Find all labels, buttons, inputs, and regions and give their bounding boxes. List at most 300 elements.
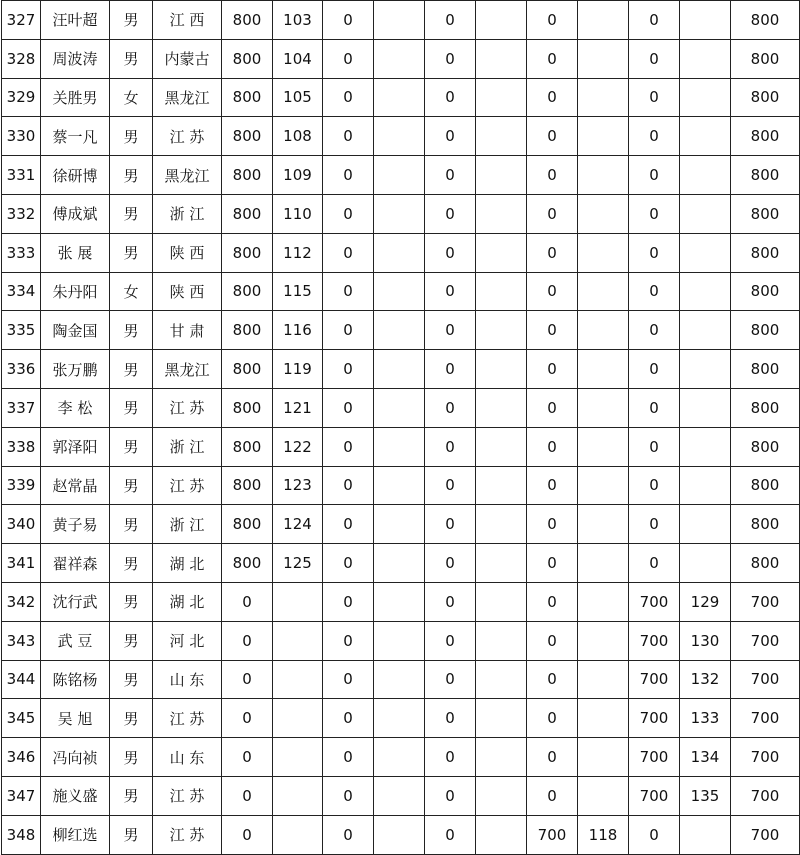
cell-province: 内蒙古	[153, 39, 222, 78]
cell-c10	[680, 350, 731, 389]
cell-c3: 0	[323, 156, 374, 195]
cell-c5: 0	[425, 388, 476, 427]
cell-c9: 0	[629, 815, 680, 854]
cell-no: 331	[2, 156, 41, 195]
cell-c4	[374, 544, 425, 583]
cell-total: 800	[731, 466, 800, 505]
table-row	[2, 582, 800, 621]
cell-name: 汪叶超	[41, 1, 110, 40]
cell-c9: 700	[629, 699, 680, 738]
cell-c3: 0	[323, 427, 374, 466]
cell-province: 江 苏	[153, 117, 222, 156]
cell-c7: 700	[527, 815, 578, 854]
cell-c4	[374, 815, 425, 854]
cell-c10: 132	[680, 660, 731, 699]
cell-c5: 0	[425, 582, 476, 621]
cell-c2: 110	[273, 194, 323, 233]
cell-c5: 0	[425, 815, 476, 854]
cell-no: 329	[2, 78, 41, 117]
table-row	[2, 466, 800, 505]
cell-c5: 0	[425, 505, 476, 544]
cell-name: 李 松	[41, 388, 110, 427]
table-row	[2, 39, 800, 78]
cell-c4	[374, 156, 425, 195]
cell-c8	[578, 660, 629, 699]
cell-c1: 800	[222, 194, 273, 233]
cell-c1: 800	[222, 466, 273, 505]
cell-c4	[374, 699, 425, 738]
cell-c2	[273, 699, 323, 738]
table-row	[2, 78, 800, 117]
cell-c6	[476, 156, 527, 195]
cell-c10: 129	[680, 582, 731, 621]
cell-c4	[374, 388, 425, 427]
cell-c8	[578, 699, 629, 738]
cell-c9: 0	[629, 117, 680, 156]
cell-c5: 0	[425, 544, 476, 583]
cell-c1: 0	[222, 582, 273, 621]
cell-name: 陈铭杨	[41, 660, 110, 699]
cell-c10	[680, 466, 731, 505]
cell-c8	[578, 233, 629, 272]
cell-c2: 119	[273, 350, 323, 389]
cell-name: 朱丹阳	[41, 272, 110, 311]
cell-c10	[680, 39, 731, 78]
cell-c3: 0	[323, 582, 374, 621]
cell-province: 浙 江	[153, 427, 222, 466]
table-row	[2, 311, 800, 350]
cell-c10: 135	[680, 776, 731, 815]
cell-c1: 800	[222, 388, 273, 427]
cell-c3: 0	[323, 466, 374, 505]
cell-total: 800	[731, 388, 800, 427]
cell-c8: 118	[578, 815, 629, 854]
cell-c5: 0	[425, 156, 476, 195]
cell-c9: 0	[629, 544, 680, 583]
cell-gender: 男	[110, 815, 153, 854]
cell-c5: 0	[425, 738, 476, 777]
cell-c10	[680, 78, 731, 117]
cell-gender: 男	[110, 582, 153, 621]
cell-c8	[578, 388, 629, 427]
cell-c3: 0	[323, 776, 374, 815]
cell-c1: 800	[222, 505, 273, 544]
cell-name: 关胜男	[41, 78, 110, 117]
cell-c3: 0	[323, 117, 374, 156]
cell-gender: 女	[110, 78, 153, 117]
cell-c1: 0	[222, 738, 273, 777]
cell-c1: 0	[222, 699, 273, 738]
cell-c4	[374, 39, 425, 78]
cell-c10	[680, 427, 731, 466]
cell-c1: 800	[222, 117, 273, 156]
cell-c3: 0	[323, 505, 374, 544]
cell-c10	[680, 272, 731, 311]
table-row	[2, 660, 800, 699]
cell-total: 800	[731, 233, 800, 272]
cell-c9: 0	[629, 350, 680, 389]
cell-total: 800	[731, 39, 800, 78]
cell-total: 800	[731, 311, 800, 350]
cell-no: 332	[2, 194, 41, 233]
cell-gender: 男	[110, 350, 153, 389]
cell-c10	[680, 194, 731, 233]
cell-c3: 0	[323, 660, 374, 699]
cell-c6	[476, 388, 527, 427]
cell-total: 800	[731, 117, 800, 156]
table-row	[2, 427, 800, 466]
table-row	[2, 505, 800, 544]
cell-c5: 0	[425, 699, 476, 738]
cell-c9: 0	[629, 1, 680, 40]
cell-gender: 男	[110, 466, 153, 505]
table-row	[2, 544, 800, 583]
cell-gender: 女	[110, 272, 153, 311]
cell-name: 吴 旭	[41, 699, 110, 738]
cell-c10	[680, 117, 731, 156]
cell-total: 700	[731, 621, 800, 660]
cell-c2: 123	[273, 466, 323, 505]
cell-no: 345	[2, 699, 41, 738]
cell-c5: 0	[425, 776, 476, 815]
cell-name: 赵常晶	[41, 466, 110, 505]
cell-c6	[476, 272, 527, 311]
cell-c5: 0	[425, 350, 476, 389]
cell-gender: 男	[110, 39, 153, 78]
cell-c10	[680, 388, 731, 427]
cell-name: 周波涛	[41, 39, 110, 78]
cell-c7: 0	[527, 544, 578, 583]
cell-c5: 0	[425, 194, 476, 233]
cell-c4	[374, 311, 425, 350]
cell-c2: 121	[273, 388, 323, 427]
cell-c7: 0	[527, 738, 578, 777]
cell-c3: 0	[323, 194, 374, 233]
cell-no: 327	[2, 1, 41, 40]
cell-c8	[578, 156, 629, 195]
cell-c9: 0	[629, 39, 680, 78]
cell-gender: 男	[110, 738, 153, 777]
cell-c6	[476, 311, 527, 350]
table-row	[2, 1, 800, 40]
cell-c2: 116	[273, 311, 323, 350]
cell-c7: 0	[527, 1, 578, 40]
cell-c4	[374, 466, 425, 505]
cell-c6	[476, 621, 527, 660]
cell-c3: 0	[323, 1, 374, 40]
cell-c10	[680, 1, 731, 40]
cell-c8	[578, 621, 629, 660]
cell-c8	[578, 194, 629, 233]
cell-gender: 男	[110, 505, 153, 544]
cell-c10	[680, 505, 731, 544]
cell-c5: 0	[425, 78, 476, 117]
cell-c8	[578, 272, 629, 311]
cell-gender: 男	[110, 699, 153, 738]
cell-c7: 0	[527, 117, 578, 156]
cell-c7: 0	[527, 388, 578, 427]
cell-c7: 0	[527, 311, 578, 350]
cell-c4	[374, 505, 425, 544]
cell-c8	[578, 350, 629, 389]
cell-c3: 0	[323, 311, 374, 350]
cell-c4	[374, 738, 425, 777]
cell-c6	[476, 39, 527, 78]
cell-gender: 男	[110, 156, 153, 195]
cell-province: 黑龙江	[153, 156, 222, 195]
cell-province: 江 苏	[153, 699, 222, 738]
cell-c7: 0	[527, 621, 578, 660]
cell-c7: 0	[527, 776, 578, 815]
cell-c3: 0	[323, 233, 374, 272]
cell-gender: 男	[110, 388, 153, 427]
cell-total: 700	[731, 660, 800, 699]
table-row	[2, 194, 800, 233]
cell-c6	[476, 466, 527, 505]
cell-c3: 0	[323, 272, 374, 311]
cell-c9: 0	[629, 388, 680, 427]
cell-province: 黑龙江	[153, 78, 222, 117]
table-row	[2, 699, 800, 738]
cell-total: 800	[731, 350, 800, 389]
cell-gender: 男	[110, 194, 153, 233]
cell-name: 蔡一凡	[41, 117, 110, 156]
cell-c6	[476, 815, 527, 854]
cell-c6	[476, 660, 527, 699]
cell-c1: 0	[222, 815, 273, 854]
cell-c10: 134	[680, 738, 731, 777]
cell-c8	[578, 738, 629, 777]
cell-province: 江 苏	[153, 388, 222, 427]
table-row	[2, 233, 800, 272]
cell-c8	[578, 466, 629, 505]
cell-total: 800	[731, 427, 800, 466]
cell-c1: 0	[222, 621, 273, 660]
cell-total: 800	[731, 194, 800, 233]
cell-c2: 109	[273, 156, 323, 195]
cell-c4	[374, 660, 425, 699]
cell-c4	[374, 272, 425, 311]
table-row	[2, 350, 800, 389]
cell-c1: 800	[222, 78, 273, 117]
cell-c3: 0	[323, 699, 374, 738]
cell-c10: 133	[680, 699, 731, 738]
cell-c6	[476, 1, 527, 40]
cell-c1: 800	[222, 272, 273, 311]
table-body	[2, 1, 800, 855]
cell-c9: 0	[629, 233, 680, 272]
cell-c1: 800	[222, 156, 273, 195]
cell-total: 800	[731, 505, 800, 544]
cell-c3: 0	[323, 350, 374, 389]
cell-c7: 0	[527, 505, 578, 544]
cell-total: 700	[731, 699, 800, 738]
cell-c7: 0	[527, 194, 578, 233]
cell-no: 337	[2, 388, 41, 427]
cell-c9: 0	[629, 272, 680, 311]
cell-province: 江 苏	[153, 815, 222, 854]
cell-no: 334	[2, 272, 41, 311]
cell-c8	[578, 505, 629, 544]
cell-no: 348	[2, 815, 41, 854]
cell-no: 343	[2, 621, 41, 660]
cell-gender: 男	[110, 660, 153, 699]
cell-c5: 0	[425, 117, 476, 156]
cell-gender: 男	[110, 117, 153, 156]
cell-no: 346	[2, 738, 41, 777]
cell-c6	[476, 699, 527, 738]
cell-c7: 0	[527, 39, 578, 78]
cell-no: 338	[2, 427, 41, 466]
cell-province: 陕 西	[153, 233, 222, 272]
cell-province: 湖 北	[153, 582, 222, 621]
cell-c9: 0	[629, 194, 680, 233]
cell-name: 傅成斌	[41, 194, 110, 233]
cell-c1: 800	[222, 544, 273, 583]
cell-c6	[476, 544, 527, 583]
cell-total: 800	[731, 1, 800, 40]
cell-c5: 0	[425, 427, 476, 466]
table-row	[2, 272, 800, 311]
cell-name: 陶金国	[41, 311, 110, 350]
cell-c7: 0	[527, 233, 578, 272]
cell-c4	[374, 78, 425, 117]
cell-c9: 700	[629, 738, 680, 777]
cell-c9: 0	[629, 427, 680, 466]
cell-c4	[374, 350, 425, 389]
cell-c9: 0	[629, 156, 680, 195]
cell-name: 翟祥森	[41, 544, 110, 583]
cell-c7: 0	[527, 466, 578, 505]
cell-no: 341	[2, 544, 41, 583]
cell-c9: 0	[629, 505, 680, 544]
cell-c7: 0	[527, 427, 578, 466]
cell-name: 沈行武	[41, 582, 110, 621]
cell-c9: 0	[629, 78, 680, 117]
cell-c1: 0	[222, 776, 273, 815]
cell-c8	[578, 117, 629, 156]
cell-c6	[476, 738, 527, 777]
cell-c2: 112	[273, 233, 323, 272]
cell-no: 339	[2, 466, 41, 505]
table-row	[2, 621, 800, 660]
cell-c7: 0	[527, 156, 578, 195]
cell-province: 甘 肃	[153, 311, 222, 350]
cell-c2: 115	[273, 272, 323, 311]
cell-c7: 0	[527, 350, 578, 389]
cell-c4	[374, 776, 425, 815]
cell-c2	[273, 582, 323, 621]
cell-total: 800	[731, 544, 800, 583]
cell-c10	[680, 544, 731, 583]
cell-c7: 0	[527, 582, 578, 621]
cell-c9: 700	[629, 660, 680, 699]
cell-no: 335	[2, 311, 41, 350]
table-row	[2, 738, 800, 777]
table-row	[2, 156, 800, 195]
table-row	[2, 388, 800, 427]
cell-c6	[476, 233, 527, 272]
cell-c8	[578, 776, 629, 815]
cell-c1: 800	[222, 350, 273, 389]
cell-province: 浙 江	[153, 505, 222, 544]
cell-name: 黄子易	[41, 505, 110, 544]
cell-c8	[578, 1, 629, 40]
cell-total: 700	[731, 815, 800, 854]
cell-province: 黑龙江	[153, 350, 222, 389]
cell-total: 800	[731, 272, 800, 311]
cell-c6	[476, 194, 527, 233]
cell-c2	[273, 621, 323, 660]
cell-no: 333	[2, 233, 41, 272]
cell-c2: 125	[273, 544, 323, 583]
cell-province: 河 北	[153, 621, 222, 660]
cell-province: 湖 北	[153, 544, 222, 583]
cell-c2: 122	[273, 427, 323, 466]
cell-name: 武 豆	[41, 621, 110, 660]
table-row	[2, 815, 800, 854]
cell-c2	[273, 738, 323, 777]
cell-gender: 男	[110, 233, 153, 272]
cell-c1: 0	[222, 660, 273, 699]
cell-c3: 0	[323, 39, 374, 78]
cell-name: 郭泽阳	[41, 427, 110, 466]
cell-name: 冯向祯	[41, 738, 110, 777]
cell-no: 340	[2, 505, 41, 544]
cell-c2: 124	[273, 505, 323, 544]
cell-total: 800	[731, 156, 800, 195]
cell-c6	[476, 350, 527, 389]
cell-c5: 0	[425, 660, 476, 699]
cell-c3: 0	[323, 621, 374, 660]
cell-c3: 0	[323, 78, 374, 117]
cell-c5: 0	[425, 1, 476, 40]
cell-no: 342	[2, 582, 41, 621]
cell-total: 700	[731, 776, 800, 815]
cell-c4	[374, 1, 425, 40]
cell-province: 陕 西	[153, 272, 222, 311]
cell-gender: 男	[110, 1, 153, 40]
cell-c4	[374, 427, 425, 466]
cell-name: 柳红选	[41, 815, 110, 854]
cell-gender: 男	[110, 776, 153, 815]
cell-c4	[374, 233, 425, 272]
cell-no: 344	[2, 660, 41, 699]
score-table	[1, 0, 800, 855]
cell-c2	[273, 776, 323, 815]
cell-c7: 0	[527, 78, 578, 117]
cell-gender: 男	[110, 427, 153, 466]
cell-c4	[374, 117, 425, 156]
cell-c4	[374, 582, 425, 621]
cell-c6	[476, 78, 527, 117]
cell-c3: 0	[323, 388, 374, 427]
cell-c8	[578, 427, 629, 466]
cell-name: 施义盛	[41, 776, 110, 815]
cell-name: 张 展	[41, 233, 110, 272]
cell-c4	[374, 621, 425, 660]
cell-province: 山 东	[153, 660, 222, 699]
cell-c8	[578, 582, 629, 621]
cell-c6	[476, 427, 527, 466]
cell-c5: 0	[425, 621, 476, 660]
cell-name: 张万鹏	[41, 350, 110, 389]
cell-province: 江 苏	[153, 776, 222, 815]
cell-c2: 104	[273, 39, 323, 78]
cell-c9: 0	[629, 311, 680, 350]
cell-c5: 0	[425, 466, 476, 505]
cell-gender: 男	[110, 311, 153, 350]
